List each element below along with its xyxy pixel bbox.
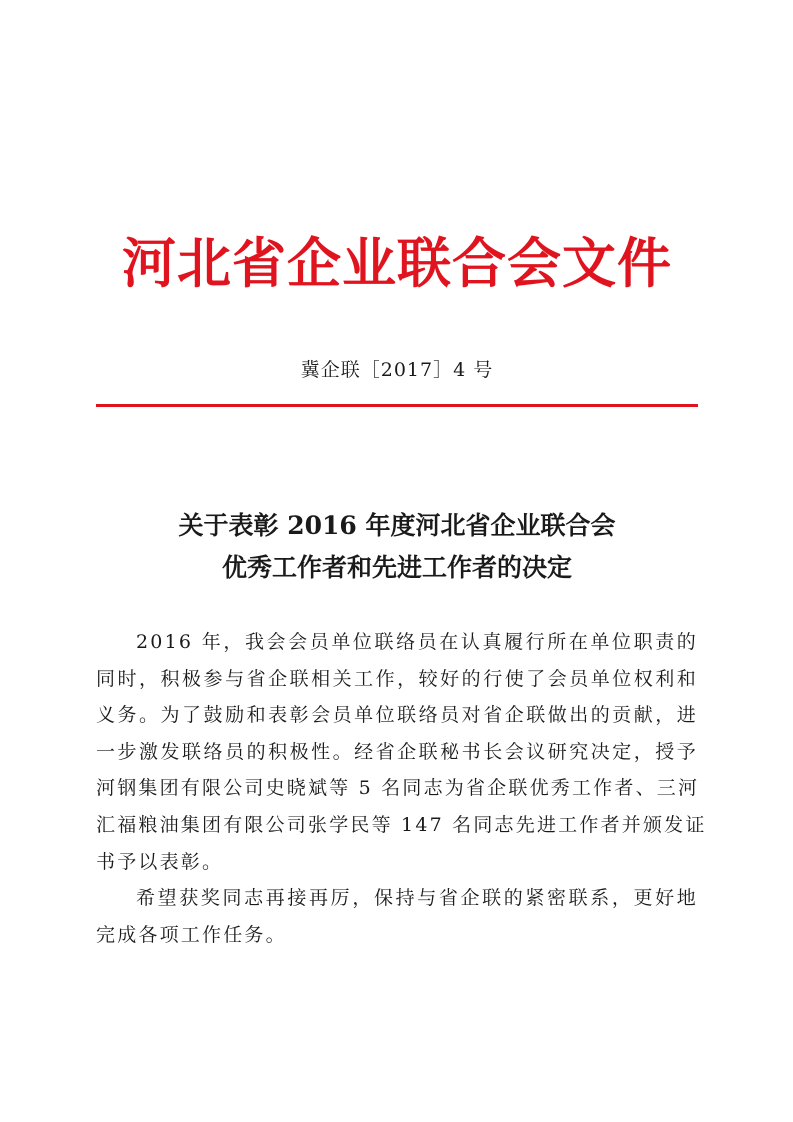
document-title <box>96 505 698 589</box>
body-line: 完成各项工作任务。 <box>96 923 287 946</box>
document-number: 冀企联［2017］4 号 <box>300 359 494 381</box>
body-line: 希望获奖同志再接再厉，保持与省企联的紧密联系，更好地 <box>136 887 698 910</box>
body-line: 义务。为了鼓励和表彰会员单位联络员对省企联做出的贡献，进 <box>96 704 698 727</box>
body-line: 河钢集团有限公司史晓斌等 5 名同志为省企联优秀工作者、三河 <box>96 777 700 800</box>
document-title-line: 优秀工作者和先进工作者的决定 <box>221 553 572 582</box>
body-paragraph <box>96 624 707 880</box>
body-line: 汇福粮油集团有限公司张学民等 147 名同志先进工作者并颁发证 <box>96 813 707 836</box>
body-line: 书予以表彰。 <box>96 850 224 873</box>
body-paragraph <box>96 880 698 953</box>
body-line: 2016 年，我会会员单位联络员在认真履行所在单位职责的 <box>136 631 698 653</box>
document-header-title: 河北省企业联合会文件 <box>122 231 672 295</box>
document-title-line: 关于表彰 2016 年度河北省企业联合会 <box>178 511 616 540</box>
body-line: 一步激发联络员的积极性。经省企联秘书长会议研究决定，授予 <box>96 740 698 763</box>
header-divider <box>96 404 698 407</box>
body-line: 同时，积极参与省企联相关工作，较好的行使了会员单位权利和 <box>96 667 698 690</box>
document-body <box>96 624 707 953</box>
